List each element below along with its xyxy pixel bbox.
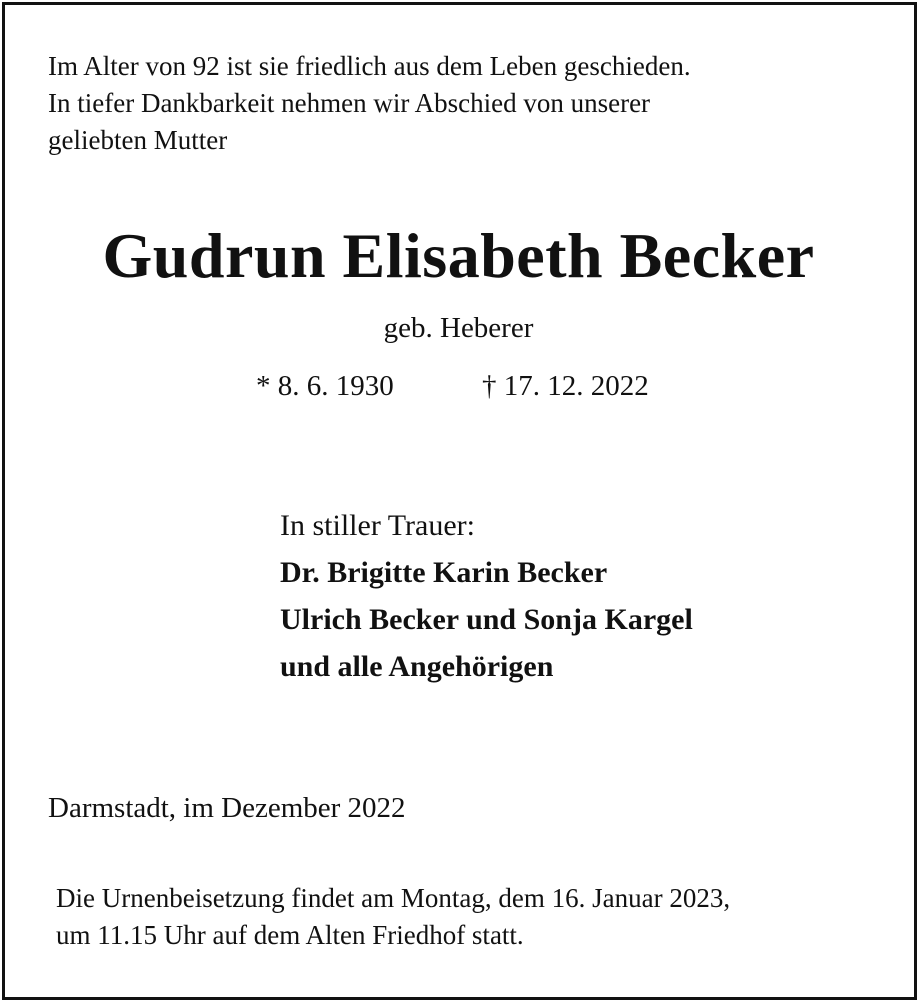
burial-line: Die Urnenbeisetzung findet am Montag, dem 16. Januar 2023, [56,883,731,913]
mourners-lead: In stiller Trauer: [280,509,475,542]
deceased-name: Gudrun Elisabeth Becker [102,220,815,291]
birth-date: * 8. 6. 1930 [256,370,394,402]
intro-text [48,48,691,159]
burial-line: um 11.15 Uhr auf dem Alten Friedhof statt. [56,920,524,950]
mourner-name: Ulrich Becker und Sonja Kargel [280,603,693,636]
place-date: Darmstadt, im Dezember 2022 [48,792,406,824]
burial-notice [56,880,730,954]
intro-line: Im Alter von 92 ist sie friedlich aus dem Leben geschieden. [48,51,691,81]
mourners-block [280,502,693,690]
mourner-name: und alle Angehörigen [280,650,554,683]
maiden-name: geb. Heberer [383,312,534,344]
intro-line: In tiefer Dankbarkeit nehmen wir Abschied von unserer [48,88,651,118]
death-date: † 17. 12. 2022 [482,370,649,402]
mourner-name: Dr. Brigitte Karin Becker [280,556,608,589]
intro-line: geliebten Mutter [48,125,228,155]
